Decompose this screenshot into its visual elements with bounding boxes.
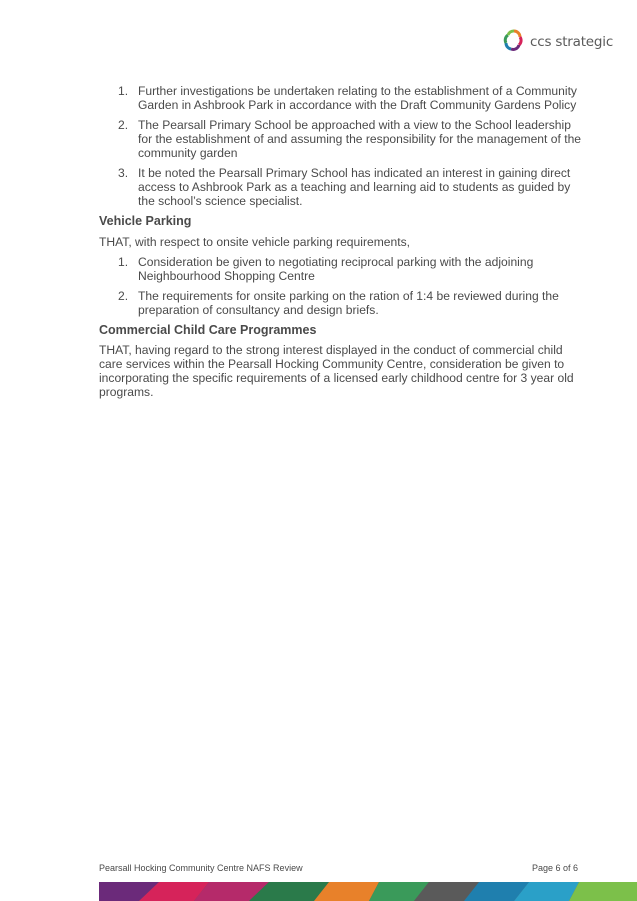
vehicle-parking-heading: Vehicle Parking	[99, 214, 192, 228]
vehicle-parking-list	[99, 255, 585, 317]
list-number: 1.	[118, 84, 129, 98]
list-number: 2.	[118, 118, 129, 132]
child-care-paragraph: THAT, having regard to the strong interest displayed in the conduct of commercial child care services within the Pearsall Hocking Community Centre, consideration be given to incorporating the specific requirements of a licensed early childhood centre for 3 year old programs.	[99, 343, 574, 399]
child-care-heading: Commercial Child Care Programmes	[99, 323, 317, 337]
list-item-text: The requirements for onsite parking on the ration of 1:4 be reviewed during the preparation of consultancy and design briefs.	[138, 289, 559, 317]
list-item	[99, 289, 585, 317]
page-footer	[99, 863, 578, 873]
list-item	[99, 118, 585, 160]
list-item-text: Consideration be given to negotiating reciprocal parking with the adjoining Neighbourhood Shopping Centre	[138, 255, 534, 283]
list-item	[99, 84, 585, 112]
list-item-text: Further investigations be undertaken relating to the establishment of a Community Garden in Ashbrook Park in accordance with the Draft Community Gardens Policy	[138, 84, 577, 112]
decorative-color-stripe	[99, 882, 637, 901]
list-number: 2.	[118, 289, 129, 303]
list-number: 3.	[118, 166, 129, 180]
recommendations-list	[99, 84, 585, 208]
list-item	[99, 166, 585, 208]
document-body	[99, 84, 585, 399]
list-number: 1.	[118, 255, 129, 269]
list-item-text: It be noted the Pearsall Primary School has indicated an interest in gaining direct access to Ashbrook Park as a teaching and learning aid to students as guided by the school’s science specialist.	[138, 166, 571, 208]
logo-text: ccs strategic	[530, 34, 614, 50]
footer-document-title: Pearsall Hocking Community Centre NAFS Review	[99, 863, 303, 873]
footer-page-number: Page 6 of 6	[531, 863, 578, 873]
ccs-logo-mark-icon	[500, 28, 528, 56]
list-item-text: The Pearsall Primary School be approached with a view to the School leadership for the establishment of and assuming the responsibility for the management of the community garden	[138, 118, 582, 160]
list-item	[99, 255, 585, 283]
vehicle-parking-intro: THAT, with respect to onsite vehicle parking requirements,	[99, 235, 410, 249]
ccs-strategic-logo	[500, 27, 612, 57]
